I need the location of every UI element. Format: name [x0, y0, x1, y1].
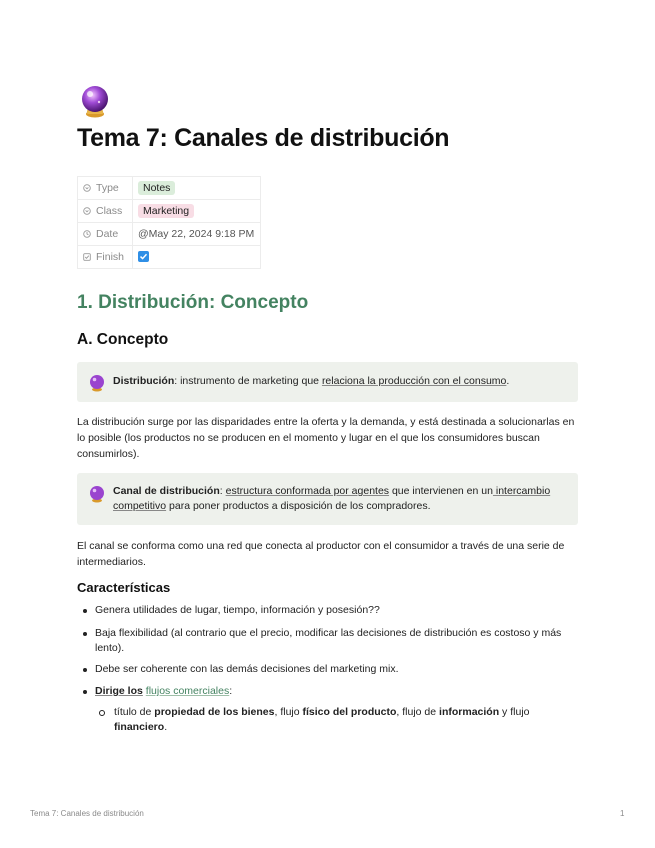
class-tag[interactable]: Marketing: [138, 204, 194, 218]
document-page: Tema 7: Canales de distribución Type Notes Class Marketing Date @May 22, 2024 9:18 PM Finish 1. Distribución: Concepto A. Concepto Distribución: instrumento de marketing que relaciona la producción con el consumo. La distribución surge por las disparidades entre la oferta y la demanda, y está destinada a solucionarlas en lo posible (los productos no se producen en el momento y lugar en el que los consumidores buscan consumirlos). Canal de distribución: estructura conformada por agentes que intervienen en un intercambio competitivo para poner productos a disposición de los compradores. El canal se conforma como una red que conecta al productor con el consumidor a través de una serie de intermediarios. Características Genera utilidades de lugar, tiempo, información y posesión?? Baja flexibilidad (al contrario que el precio, modificar las decisiones de distribución es costoso y más lento). Debe ser coherente con las demás decisiones del marketing mix. Dirige los flujos comerciales: título de propiedad de los bienes, flujo físico del producto, flujo de información y flujo financiero. Tema 7: Canales de distribución 1: [0, 0, 655, 848]
callout-text: Distribución: instrumento de marketing que relaciona la producción con el consumo.: [113, 375, 510, 387]
property-label-type: Type: [96, 182, 119, 194]
crystal-ball-icon: [78, 84, 112, 118]
property-row-class: [78, 200, 261, 223]
select-icon: [83, 207, 91, 215]
paragraph-distribucion: La distribución surge por las disparidades entre la oferta y la demanda, y está destinada a solucionarlas en lo posible (los productos no se producen en el momento y lugar en el que los consumidores buscan consumirlos).: [77, 416, 575, 460]
property-label-date: Date: [96, 228, 119, 240]
property-row-type: [78, 177, 261, 200]
characteristics-heading: Características: [77, 580, 171, 595]
date-value[interactable]: @May 22, 2024 9:18 PM: [133, 223, 261, 246]
checkbox-icon: [83, 253, 91, 261]
callout-distribucion: [77, 362, 578, 402]
page-title: Tema 7: Canales de distribución: [77, 124, 450, 152]
callout-canal: [77, 473, 578, 525]
property-label-class: Class: [96, 205, 123, 217]
finish-checkbox[interactable]: [138, 251, 149, 262]
section-heading: 1. Distribución: Concepto: [77, 292, 309, 313]
callout-text: Canal de distribución: estructura conformada por agentes que intervienen en un intercambio competitivo para poner productos a disposición de los compradores.: [113, 485, 551, 512]
clock-icon: [83, 230, 91, 238]
property-row-finish: [78, 246, 261, 269]
flujos-comerciales-link[interactable]: flujos comerciales: [145, 685, 230, 697]
footer-title: Tema 7: Canales de distribución: [30, 809, 144, 818]
crystal-ball-icon: [88, 485, 106, 503]
properties-table: [77, 176, 261, 269]
paragraph-canal: El canal se conforma como una red que conecta al productor con el consumidor a través de una serie de intermediarios.: [77, 540, 565, 568]
page-number: 1: [620, 809, 625, 818]
property-label-finish: Finish: [96, 251, 125, 263]
select-icon: [83, 184, 91, 192]
type-tag[interactable]: Notes: [138, 181, 175, 195]
crystal-ball-icon: [88, 374, 106, 392]
checkmark-icon: [139, 252, 148, 261]
subsection-heading: A. Concepto: [77, 331, 169, 348]
property-row-date: [78, 223, 261, 246]
